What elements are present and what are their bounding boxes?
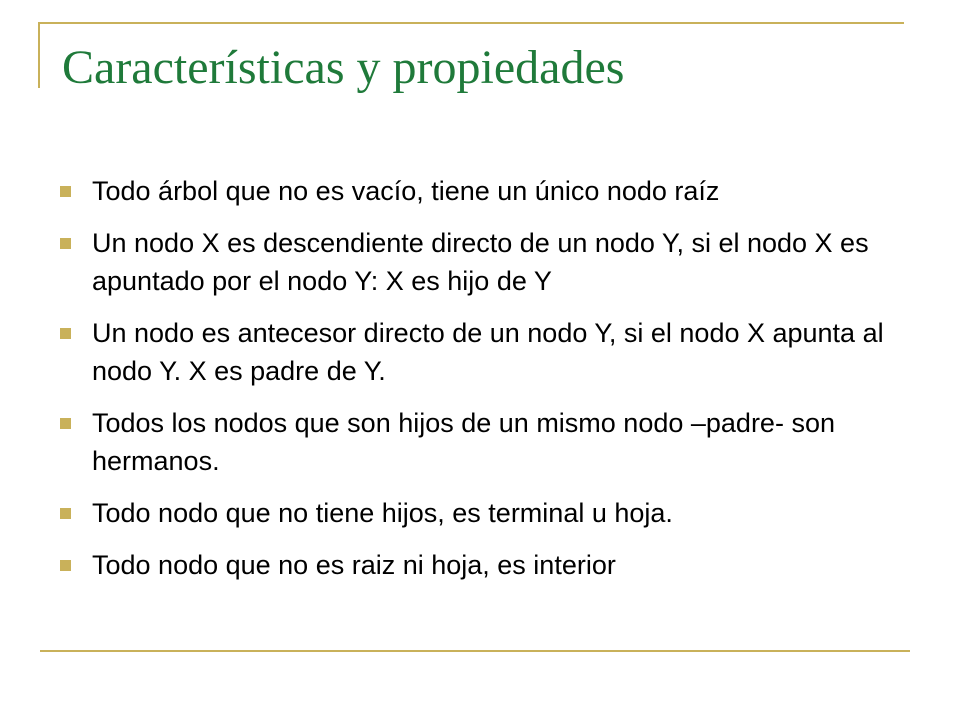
square-bullet-icon [60, 508, 71, 519]
bullet-item [58, 404, 908, 480]
slide-title: Características y propiedades [62, 41, 625, 94]
square-bullet-icon [60, 560, 71, 571]
bullet-text: Todo árbol que no es vacío, tiene un único nodo raíz [92, 176, 720, 206]
bullet-text: Todo nodo que no es raiz ni hoja, es interior [92, 550, 616, 580]
bullet-item [58, 494, 908, 532]
left-divider [38, 22, 40, 88]
top-divider [38, 22, 904, 24]
bullet-item [58, 224, 908, 300]
bullet-item [58, 546, 908, 584]
bullet-item [58, 314, 908, 390]
square-bullet-icon [60, 418, 71, 429]
bullet-list [58, 172, 908, 598]
bullet-text: Un nodo X es descendiente directo de un nodo Y, si el nodo X es apuntado por el nodo Y: X es hijo de Y [92, 228, 869, 296]
bottom-divider [40, 650, 910, 652]
square-bullet-icon [60, 238, 71, 249]
bullet-item [58, 172, 908, 210]
square-bullet-icon [60, 186, 71, 197]
square-bullet-icon [60, 328, 71, 339]
bullet-text: Un nodo es antecesor directo de un nodo Y, si el nodo X apunta al nodo Y. X es padre de Y. [92, 318, 884, 386]
bullet-text: Todos los nodos que son hijos de un mismo nodo –padre- son hermanos. [92, 408, 835, 476]
bullet-text: Todo nodo que no tiene hijos, es terminal u hoja. [92, 498, 673, 528]
